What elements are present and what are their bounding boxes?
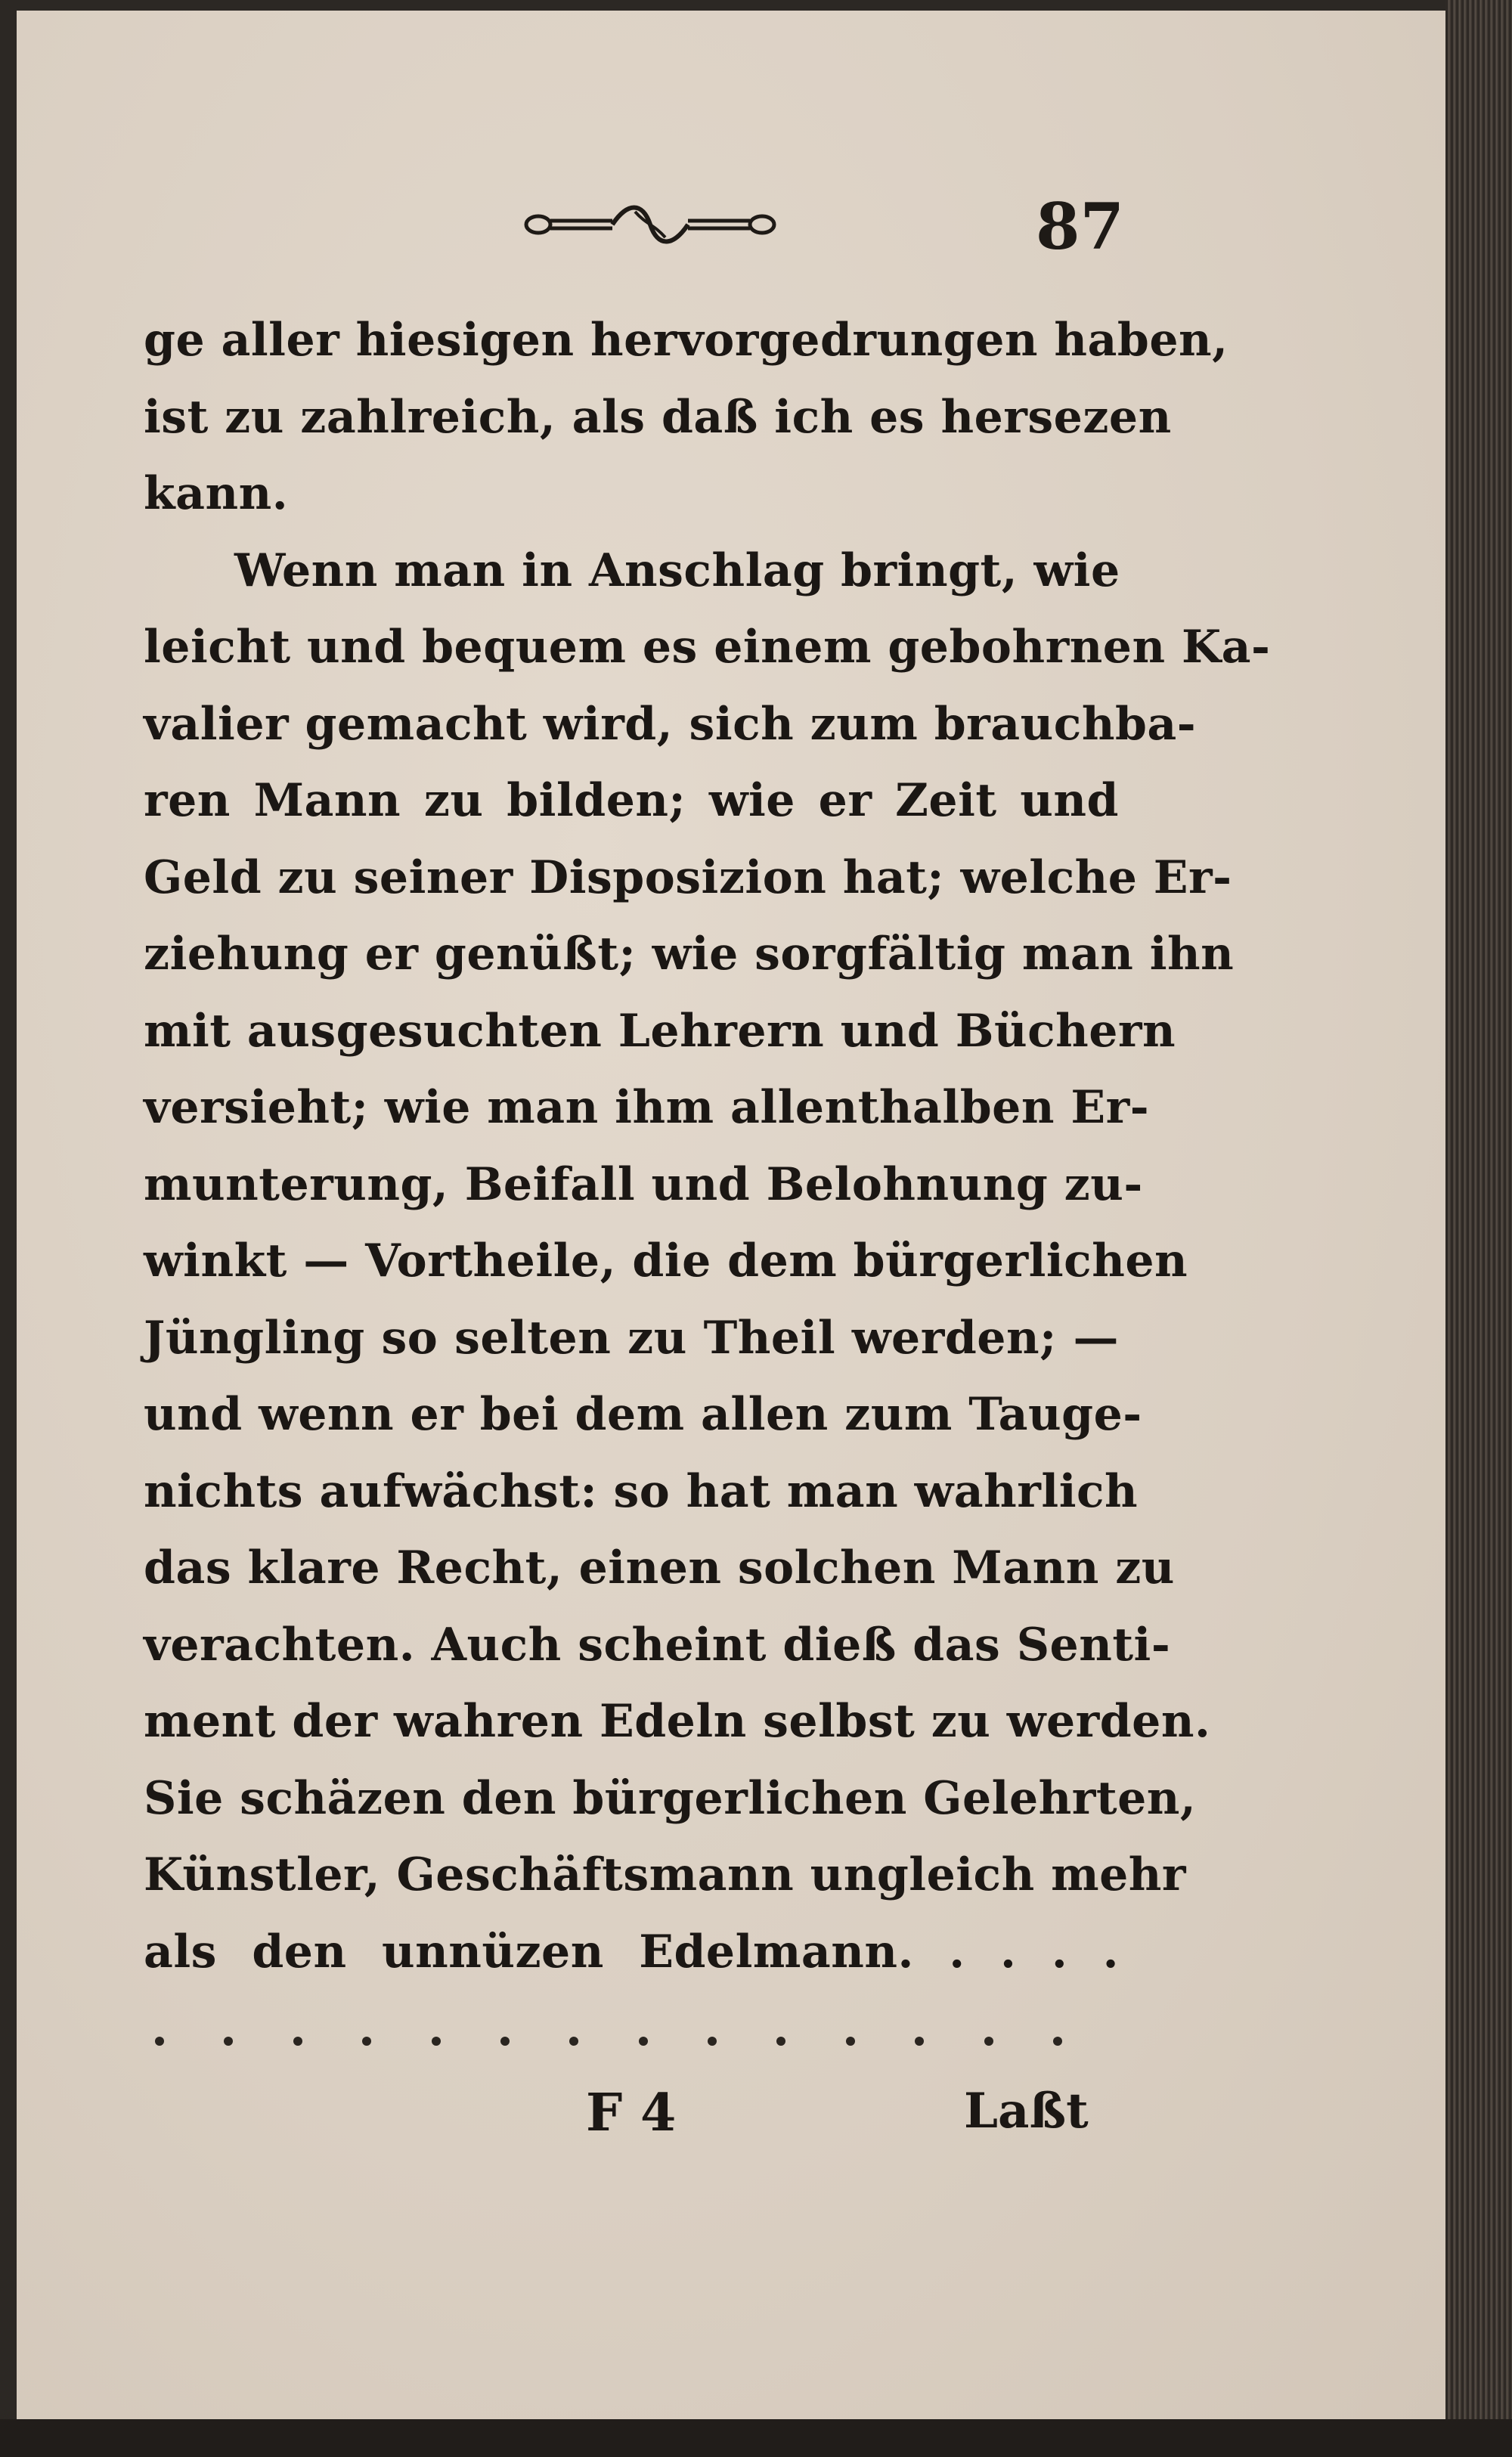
text-line: Wenn man in Anschlag bringt, wie — [234, 544, 1120, 597]
text-line: versieht; wie man ihm allenthalben Er- — [144, 1081, 1150, 1134]
catchword: Laßt — [964, 2083, 1089, 2139]
text-line: ment der wahren Edeln selbst zu werden. — [144, 1695, 1211, 1748]
scan-shadow — [0, 2419, 1512, 2457]
separator-dot — [500, 2037, 510, 2046]
text-line: als den unnüzen Edelmann. . . . . — [144, 1925, 1119, 1978]
body-text — [144, 302, 1271, 1991]
separator-dot — [362, 2037, 371, 2046]
separator-dot — [915, 2037, 924, 2046]
text-line: Jüngling so selten zu Theil werden; — — [144, 1311, 1119, 1365]
page-number: 87 — [1036, 189, 1124, 264]
text-line: und wenn er bei dem allen zum Tauge- — [144, 1388, 1142, 1441]
separator-dot — [155, 2037, 164, 2046]
text-line: mit ausgesuchten Lehrern und Büchern — [144, 1004, 1176, 1058]
text-line: Geld zu seiner Disposizion hat; welche Er- — [144, 850, 1232, 904]
text-line: leicht und bequem es einem gebohrnen Ka- — [144, 621, 1271, 674]
text-line: munterung, Beifall und Belohnung zu- — [144, 1157, 1143, 1211]
page-edges — [1445, 0, 1512, 2457]
separator-dot — [708, 2037, 717, 2046]
text-line: kann. — [144, 467, 289, 520]
text-line: Sie schäzen den bürgerlichen Gelehrten, — [144, 1771, 1197, 1825]
separator-dot — [293, 2037, 302, 2046]
text-line: Künstler, Geschäftsmann ungleich mehr — [144, 1848, 1186, 1901]
text-line: nichts aufwächst: so hat man wahrlich — [144, 1464, 1139, 1518]
separator-dot — [776, 2037, 785, 2046]
header-ornament-icon — [522, 198, 779, 251]
signature-mark: F 4 — [586, 2083, 677, 2143]
separator-dot — [224, 2037, 233, 2046]
separator-dot — [569, 2037, 578, 2046]
text-line: das klare Recht, einen solchen Mann zu — [144, 1541, 1175, 1594]
text-line: ist zu zahlreich, als daß ich es hersezen — [144, 390, 1172, 444]
text-line: verachten. Auch scheint dieß das Senti- — [144, 1618, 1171, 1672]
text-line: valier gemacht wird, sich zum brauchba- — [144, 697, 1197, 751]
separator-dot — [639, 2037, 648, 2046]
dotted-separator — [155, 2026, 1062, 2056]
text-line: ren Mann zu bilden; wie er Zeit und — [144, 774, 1119, 827]
text-line: ge aller hiesigen hervorgedrungen haben, — [144, 314, 1228, 367]
text-line: ziehung er genüßt; wie sorgfältig man ihn — [144, 928, 1235, 981]
separator-dot — [432, 2037, 441, 2046]
separator-dot — [984, 2037, 993, 2046]
separator-dot — [1053, 2037, 1062, 2046]
text-line: winkt — Vortheile, die dem bürgerlichen — [144, 1235, 1188, 1287]
separator-dot — [846, 2037, 855, 2046]
